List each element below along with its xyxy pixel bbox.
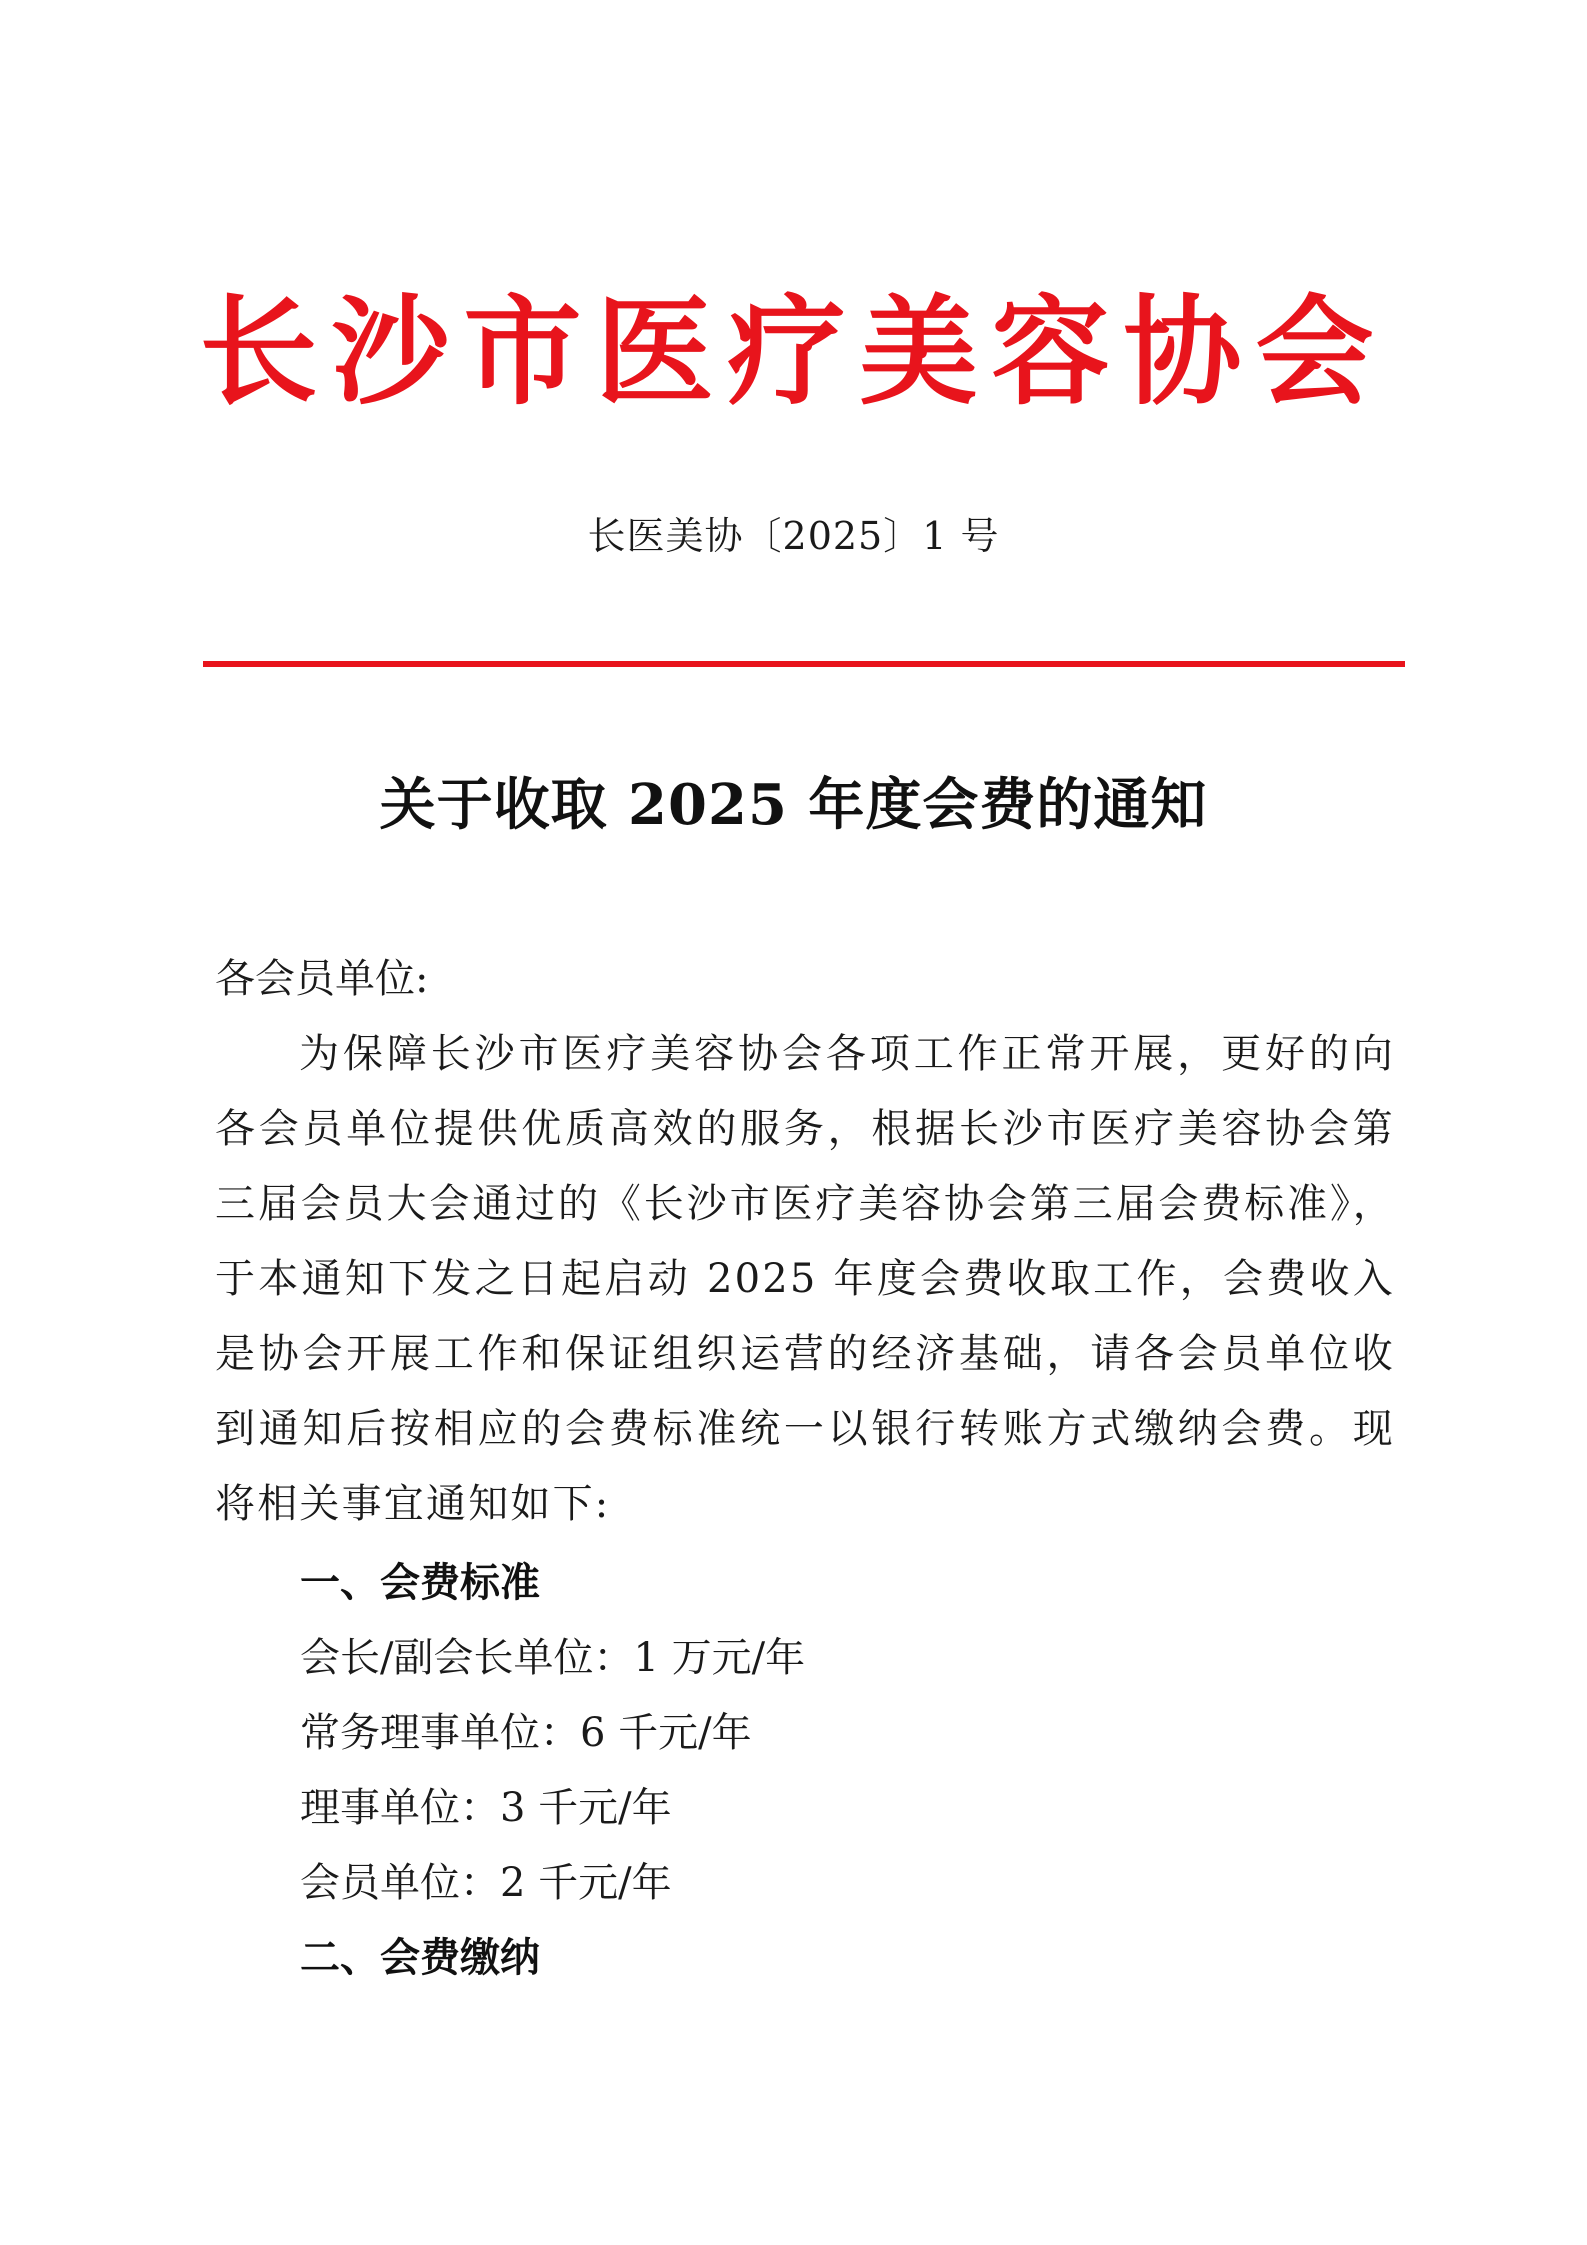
document-number: 长医美协〔2025〕1 号 <box>587 514 1000 558</box>
section-heading-fee-standard: 一、会费标准 <box>300 1560 540 1606</box>
salutation: 各会员单位: <box>215 956 429 1002</box>
fee-item: 会员单位：2 千元/年 <box>300 1860 672 1906</box>
fee-item: 会长/副会长单位：1 万元/年 <box>300 1635 806 1681</box>
body-paragraph: 为保障长沙市医疗美容协会各项工作正常开展，更好的向各会员单位提供优质高效的服务，根据长沙市医疗美容协会第三届会员大会通过的《长沙市医疗美容协会第三届会费标准》，于本通知下发之日起启动 2025 年度会费收取工作，会费收入是协会开展工作和保证组织运营的经济基础，请各会员单位收到通知后按相应的会费标准统一以银行转账方式缴纳会费。现将相关事宜通知如下: <box>215 1031 1395 1527</box>
notice-title: 关于收取 2025 年度会费的通知 <box>379 772 1208 838</box>
organization-title: 长沙市医疗美容协会 <box>199 282 1388 421</box>
red-divider-line <box>203 661 1405 667</box>
fee-item: 常务理事单位：6 千元/年 <box>300 1710 752 1756</box>
fee-item: 理事单位：3 千元/年 <box>300 1785 672 1831</box>
section-heading-payment: 二、会费缴纳 <box>300 1935 540 1981</box>
